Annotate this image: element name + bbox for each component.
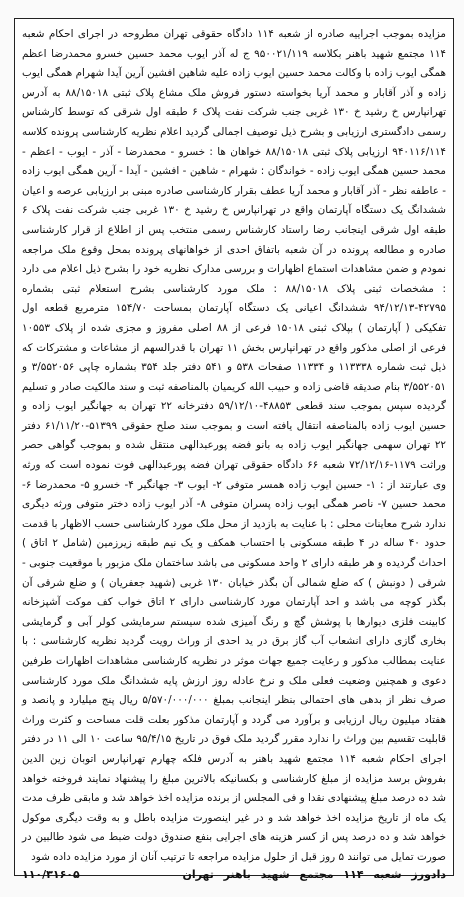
auction-notice-box	[14, 18, 454, 881]
notice-body-text: مزایده بموجب اجراییه صادره از شعبه ۱۱۴ دادگاه حقوقی تهران مطروحه در اجرای احکام شعبه ۱۱۴ مجتمع شهید باهنر بکلاسه ۹۵۰۰۲۱/۱۱۹ ج له آذر ایوب محمد حسین خسرو محمدرضا اعظم همگی ایوب زاده با وکالت محمد حسین ایوب زاده علیه شاهین افشین آرین آیدا شهرام همگی ایوب زاده و آذر آقابار و محمد آریا بخواسته دستور فروش ملک مشاع پلاک ثبتی ۸۸/۱۵۰۱۸ به آدرس تهرانپارس خ رشید خ ۱۳۰ غربی جنب شرکت نفت پلاک ۶ طبقه اول شرقی که توسط کارشناس رسمی دادگستری ارزیابی و بشرح ذیل توصیف اجمالی گردید اعلام نظریه کارشناسی پرونده کلاسه ۹۴۰۱۱۶/۱۱۴ ارزیابی پلاک ثبتی ۸۸/۱۵۰۱۸ خواهان ها : خسرو - محمدرضا - آذر - ایوب - اعظم - محمد حسین همگی ایوب زاده - خواندگان : شهرام - شاهین - افشین - آیدا - آرین همگی ایوب زاده - عاطفه نظر - آذر آقابار و محمد آریا عطف بقرار کارشناسی صادره مبنی بر ارزیابی عرصه و اعیان ششدانگ یک دستگاه آپارتمان واقع در تهرانپارس خ رشید خ ۱۳۰ غربی جنب شرکت نفت پلاک ۶ طبقه اول شرقی اینجانب رضا راستاد کارشناس رسمی منتخب پس از اطلاع از قرار کارشناسی صادره و مطالعه پرونده در آن شعبه باتفاق احدی از خواهانهای پرونده بمحل وقوع ملک مراجعه نمودم و ضمن مشاهدات استماع اظهارات و بررسی مدارک نظریه خود را بشرح ذیل اعلام می دارد : مشخصات ثبتی پلاک ۸۸/۱۵۰۱۸ : ملک مورد کارشناسی بشرح استعلام ثبتی بشماره ۴۲۷۹۵-۹۴/۱۲/۱۳ ششدانگ اعیانی یک دستگاه آپارتمان بمساحت ۱۵۴/۷۰ مترمربع قطعه اول تفکیکی ( آپارتمان ) بپلاک ثبتی ۱۵۰۱۸ فرعی از ۸۸ اصلی مفروز و مجزی شده از پلاک ۱۰۵۵۳ فرعی از اصلی مذکور واقع در تهرانپارس بخش ۱۱ تهران با قدرالسهم از مشاعات و مشترکات که ذیل ثبت شماره ۱۱۳۳۳۸ و ۱۱۳۳۴ صفحات ۵۳۸ و ۵۴۱ دفتر جلد ۳۵۴ بشماره چاپی ۳/۵۵۲۰۵۶ و ۳/۵۵۲۰۵۱ بنام صدیقه قاضی زاده و حبیب الله کریمیان بالمناصفه ثبت و سند مالکیت صادر و تسلیم گردیده سپس بموجب سند قطعی ۴۸۸۵۳-۵۹/۱۲/۱۰ دفترخانه ۲۲ تهران به جهانگیر ایوب زاده و حسین ایوب زاده بالمناصفه انتقال یافته است و بموجب سند صلح حقوقی ۵۱۳۹۹-۶۱/۱۱/۲۰ دفتر ۲۲ تهران سهمی جهانگیر ایوب زاده به بانو فضه پورعبدالهی منتقل شده و بموجب گواهی حصر وراثت ۱۱۷۹-۷۲/۱۲/۱۶ شعبه ۶۶ دادگاه حقوقی تهران فضه پورعبدالهی فوت نموده است که ورثه وی عبارتند از : ۱- حسین ایوب زاده همسر متوفی ۲- ایوب ۳- جهانگیر ۴- خسرو ۵- محمدرضا ۶- محمد حسین ۷- ناصر همگی ایوب زاده پسران متوفی ۸- آذر ایوب زاده دختر متوفی ورثه دیگری ندارد شرح معاینات محلی : با عنایت به بازدید از محل ملک مورد کارشناسی حسب الاظهار با قدمت حدود ۴۰ ساله در ۴ طبقه مسکونی با احتساب همکف و یک نیم طبقه زیرزمین (شامل ۲ اتاق ) احداث گردیده و هر طبقه دارای ۲ واحد مسکونی می باشد ساختمان ملک مزبور با موقعیت جنوبی - شرقی ( دونبش ) که ضلع شمالی آن بگذر خیابان ۱۳۰ غربی (شهید جعفریان ) و ضلع شرقی آن بگذر کوچه می باشد و احد آپارتمان مورد کارشناسی دارای ۲ اتاق خواب کف موکت آشپزخانه کابینت فلزی دیوارها با پوشش گچ و رنگ آمیزی شده سیستم سرمایشی کولر آبی و گرمایشی بخاری گازی دارای انشعاب آب گاز برق در ید احدی از وراث رویت گردید نظریه کارشناسی : با عنایت بمطالب مذکور و رعایت جمیع جهات موثر در نظریه کارشناسی مشاهدات اظهارات طرفین دعوی و همچنین وضعیت فعلی ملک و نرخ عادله روز ارزش پایه ششدانگ ملک مورد کارشناسی صرف نظر از بدهی های احتمالی بنظر اینجانب بمبلغ ۵/۵۷۰/۰۰۰/۰۰۰ ریال پنج میلیارد و پانصد و هفتاد میلیون ریال ارزیابی و برآورد می گردد و آپارتمان مذکور بعلت قلت مساحت و کثرت وراث قابلیت تقسیم بین وراث را ندارد مقرر گردید ملک فوق در تاریخ ۹۵/۴/۱۵ ساعت ۱۰ الی ۱۱ در دفتر اجرای احکام شعبه ۱۱۴ مجتمع شهید باهنر به آدرس فلکه چهارم تهرانپارس اتوبان زین الدین بفروش برسد مزایده از مبلغ کارشناسی و بکسانیکه بالاترین مبلغ را پیشنهاد نمایند فروخته خواهد شد ده درصد مبلغ پیشنهادی نقدا و فی المجلس از برنده مزایده اخذ خواهد شد و مابقی ظرف مدت یک ماه از تاریخ مزایده اخذ خواهد شد و در غیر اینصورت مزایده باطل و به وقت دیگری موکول خواهد شد و ده درصد پس از کسر هزینه های اجرایی بنفع صندوق دولت ضبط می شود طالبین در صورت تمایل می توانند ۵ روز قبل از حلول مزایده مراجعه تا ترتیب آنان از مورد مزایده داده شود	[22, 28, 447, 863]
notice-footer	[22, 868, 446, 881]
notice-reference-number: ۱۱۰/۳۱۶۰۵	[22, 867, 80, 881]
notice-signature: دادورز شعبه ۱۱۴ مجتمع شهید باهنر تهران	[182, 867, 446, 881]
